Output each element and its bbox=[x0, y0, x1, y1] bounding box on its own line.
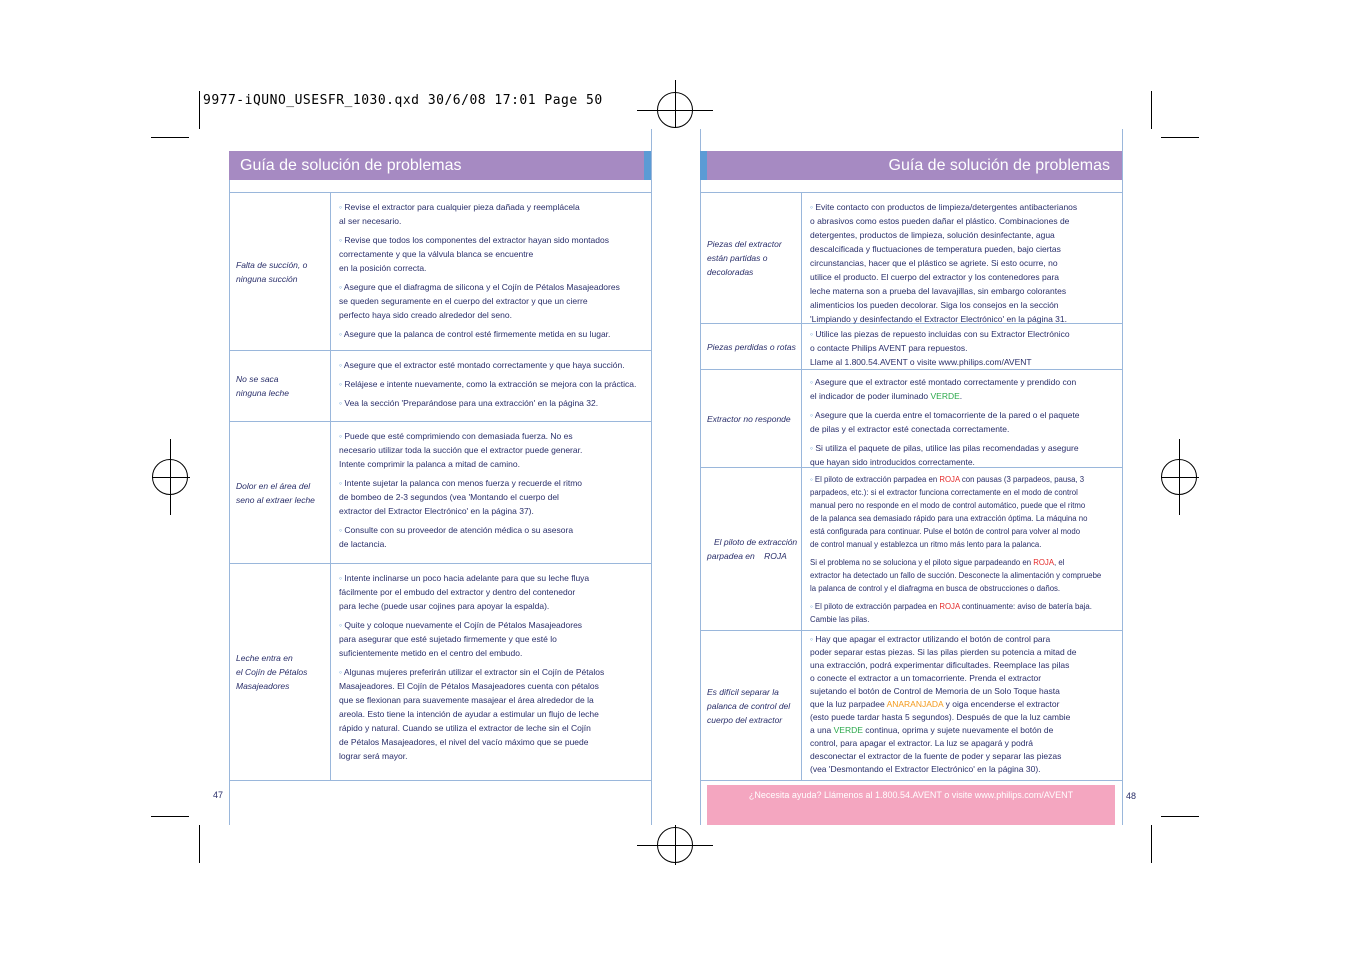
solution-text: ◦ Asegure que el extractor esté montado correctamente y que haya succión. bbox=[339, 360, 625, 370]
green-color-text: VERDE bbox=[930, 391, 960, 401]
crop-mark bbox=[1161, 137, 1199, 138]
solution-text: ◦ Asegure que el diafragma de silicona y el Cojín de Pétalos Masajeadores se queden seguramente en el cuerpo del extractor y que un cierre perfecto haya sido creado alrededor del seno. bbox=[339, 282, 620, 320]
crop-mark bbox=[1151, 91, 1152, 129]
solution-text: ◦ Relájese e intente nuevamente, como la extracción se mejora con la práctica. bbox=[339, 379, 637, 389]
solution-text: ◦ Consulte con su proveedor de atención médica o su asesora de lactancia. bbox=[339, 525, 574, 549]
solution-text: ◦ Revise el extractor para cualquier pieza dañada y reemplácela al ser necesario. bbox=[339, 202, 580, 226]
solution-text: ◦ Evite contacto con productos de limpieza/detergentes antibacterianos o abrasivos como estos pueden dañar el plástico. Combinaciones de detergentes, productos de limpieza, solución desinfectante, agua descalcificada y fluctuaciones de temperatura pueden, bajo ciertas circunstancias, hacer que el plástico se agriete. Si esto ocurre, no utilice el producto. El cuerpo del extractor y los contenedores para leche materna son a prueba del lavavajillas, sin embargo colorantes alimenticios los pueden decolorar. Siga los consejos en la sección 'Limpiando y desinfectando el Extractor Electrónico' en la página 31. bbox=[810, 202, 1078, 324]
table-row bbox=[700, 193, 1122, 324]
header-accent bbox=[644, 151, 651, 180]
page-number-right: 48 bbox=[1126, 791, 1137, 801]
problem-label: Piezas del extractor están partidas o decoloradas bbox=[707, 239, 782, 277]
help-footer-banner: ¿Necesita ayuda? Llámenos al 1.800.54.AVENT o visite www.philips.com/AVENT bbox=[707, 785, 1115, 825]
page-number-left: 47 bbox=[213, 790, 224, 800]
solution-text: ◦ Intente sujetar la palanca con menos fuerza y recuerde el ritmo de bombeo de 2-3 segundos (vea 'Montando el cuerpo del extractor del Extractor Electrónico' en la página 37). bbox=[339, 478, 583, 516]
solution-text: ◦ Si utiliza el paquete de pilas, utilice las pilas recomendadas y asegure que hayan sido introducidos correctamente. bbox=[810, 443, 1079, 467]
solution-text: ◦ Asegure que la palanca de control esté firmemente metida en su lugar. bbox=[339, 329, 611, 339]
crop-mark bbox=[1161, 816, 1199, 817]
solution-text: ◦ Algunas mujeres preferirán utilizar el extractor sin el Cojín de Pétalos Masajeadores. El Cojín de Pétalos Masajeadores cuenta con pétalos que se flexionan para suavemente masajear el área alrededor de la areola. Esto tiene la intención de ayudar a estimular un flujo de leche rápido y natural. Cuando se utiliza el extractor de leche sin el Cojín de Pétalos Masajeadores, el nivel del vacío máximo que se puede lograr será mayor. bbox=[339, 667, 605, 761]
crop-mark bbox=[199, 91, 200, 129]
solution-text: Si el problema no se soluciona y el piloto sigue parpadeando en ROJA, el extractor ha detectado un fallo de succión. Desconecte la alimentación y compruebe la palanca de control y el diafragma en busca de obstrucciones o daños. bbox=[810, 558, 1102, 593]
table-row bbox=[700, 324, 1122, 370]
page-edge bbox=[1122, 129, 1123, 825]
print-slug: 9977-iQUNO_USESFR_1030.qxd 30/6/08 17:01 Page 50 bbox=[203, 93, 603, 108]
red-color-text: ROJA bbox=[939, 475, 960, 484]
table-row bbox=[700, 370, 1122, 468]
solution-text: ◦ Intente inclinarse un poco hacia adelante para que su leche fluya fácilmente por el embudo del extractor y dentro del contenedor para leche (puede usar cojines para apoyar la espalda). bbox=[339, 573, 590, 611]
red-color-text: ROJA bbox=[1033, 558, 1055, 567]
problem-label: Es difícil separar la palanca de control del cuerpo del extractor bbox=[707, 686, 791, 725]
solution-text: ◦ Vea la sección 'Preparándose para una extracción' en la página 32. bbox=[339, 398, 599, 408]
solution-text: ◦ Asegure que la cuerda entre el tomacorriente de la pared o el paquete de pilas y el extractor esté conectada correctamente. bbox=[810, 410, 1080, 434]
table-row bbox=[229, 351, 651, 422]
solution-text: ◦ Puede que esté comprimiendo con demasiada fuerza. No es necesario utilizar toda la succión que el extractor puede generar. Intente comprimir la palanca a mitad de camino. bbox=[339, 431, 583, 469]
right-troubleshoot-table bbox=[700, 192, 1122, 781]
solution-text: ◦ Quite y coloque nuevamente el Cojín de Pétalos Masajeadores para asegurar que esté sujetado firmemente y que esté lo suficientemente metido en el centro del embudo. bbox=[339, 620, 583, 658]
solution-text: ◦ Asegure que el extractor esté montado correctamente y prendido con el indicador de poder iluminado VERDE. bbox=[810, 377, 1077, 401]
problem-label: Piezas perdidas o rotas bbox=[707, 341, 796, 352]
footer-edge bbox=[1115, 785, 1122, 825]
crop-mark bbox=[151, 816, 189, 817]
problem-label: El piloto de extracción parpadea en ROJA bbox=[707, 537, 798, 561]
solution-text: ◦ El piloto de extracción parpadea en ROJA con pausas (3 parpadeos, pausa, 3 parpadeos, etc.): si el extractor funciona correctamente en el modo de control manual pero no responde en el modo de control automático, puede que el ritmo de la palanca sea demasiado rápido para una extracción óptima. La máquina no está configurada para continuar. Pulse el botón de control para volver al modo de control manual y establezca un ritmo más lento para la palanca. bbox=[810, 475, 1088, 549]
crop-mark bbox=[1151, 825, 1152, 863]
left-troubleshoot-table bbox=[229, 192, 651, 781]
solution-text: ◦ Hay que apagar el extractor utilizando el botón de control para poder separar estas piezas. Si las pilas pierden su potencia a mitad de una extracción, podrá experimentar dificultades. Reemplace las pilas o conecte el extractor a un tomacorriente. Prenda el extractor sujetando el botón de Control de Memoria de un Solo Toque hasta que la luz parpadee ANARANJADA y oiga encenderse el extractor (esto puede tardar hasta 5 segundos). Después de que la luz cambie a una VERDE continua, oprima y sujete nuevamente el botón de control, para apagar el extractor. La luz se apagará y podrá desconectar el extractor de la fuente de poder y separar las piezas (vea 'Desmontando el Extractor Electrónico' en la página 30). bbox=[810, 634, 1077, 774]
solution-text: ◦ Utilice las piezas de repuesto incluidas con su Extractor Electrónico o contacte Philips AVENT para repuestos. Llame al 1.800.54.AVENT o visite www.philips.com/AVENT bbox=[810, 329, 1070, 367]
solution-text: ◦ Revise que todos los componentes del extractor hayan sido montados correctamente y que la válvula blanca se encuentre en la posición correcta. bbox=[339, 235, 609, 273]
problem-label: Falta de succión, o ninguna succión bbox=[236, 259, 308, 284]
crop-mark bbox=[151, 137, 189, 138]
problem-label: Dolor en el área del seno al extraer leche bbox=[236, 480, 315, 505]
left-page-header: Guía de solución de problemas bbox=[229, 151, 644, 180]
header-accent bbox=[700, 151, 707, 180]
red-color-text: ROJA bbox=[939, 602, 960, 611]
problem-label: No se saca ninguna leche bbox=[236, 374, 289, 398]
red-color-text: ROJA bbox=[764, 551, 787, 561]
table-row bbox=[229, 193, 651, 351]
page-edge bbox=[651, 129, 652, 825]
table-row bbox=[229, 564, 651, 781]
problem-label: Extractor no responde bbox=[707, 413, 791, 424]
orange-color-text: ANARANJADA bbox=[886, 699, 944, 709]
problem-label: Leche entra en el Cojín de Pétalos Masajeadores bbox=[236, 653, 308, 691]
green-color-text: VERDE bbox=[833, 725, 863, 735]
table-row bbox=[700, 631, 1122, 781]
right-page-header: Guía de solución de problemas bbox=[707, 151, 1122, 180]
solution-text: ◦ El piloto de extracción parpadea en ROJA continuamente: aviso de batería baja. Cambie las pilas. bbox=[810, 602, 1092, 624]
table-row bbox=[229, 422, 651, 564]
table-row bbox=[700, 468, 1122, 631]
crop-mark bbox=[199, 825, 200, 863]
